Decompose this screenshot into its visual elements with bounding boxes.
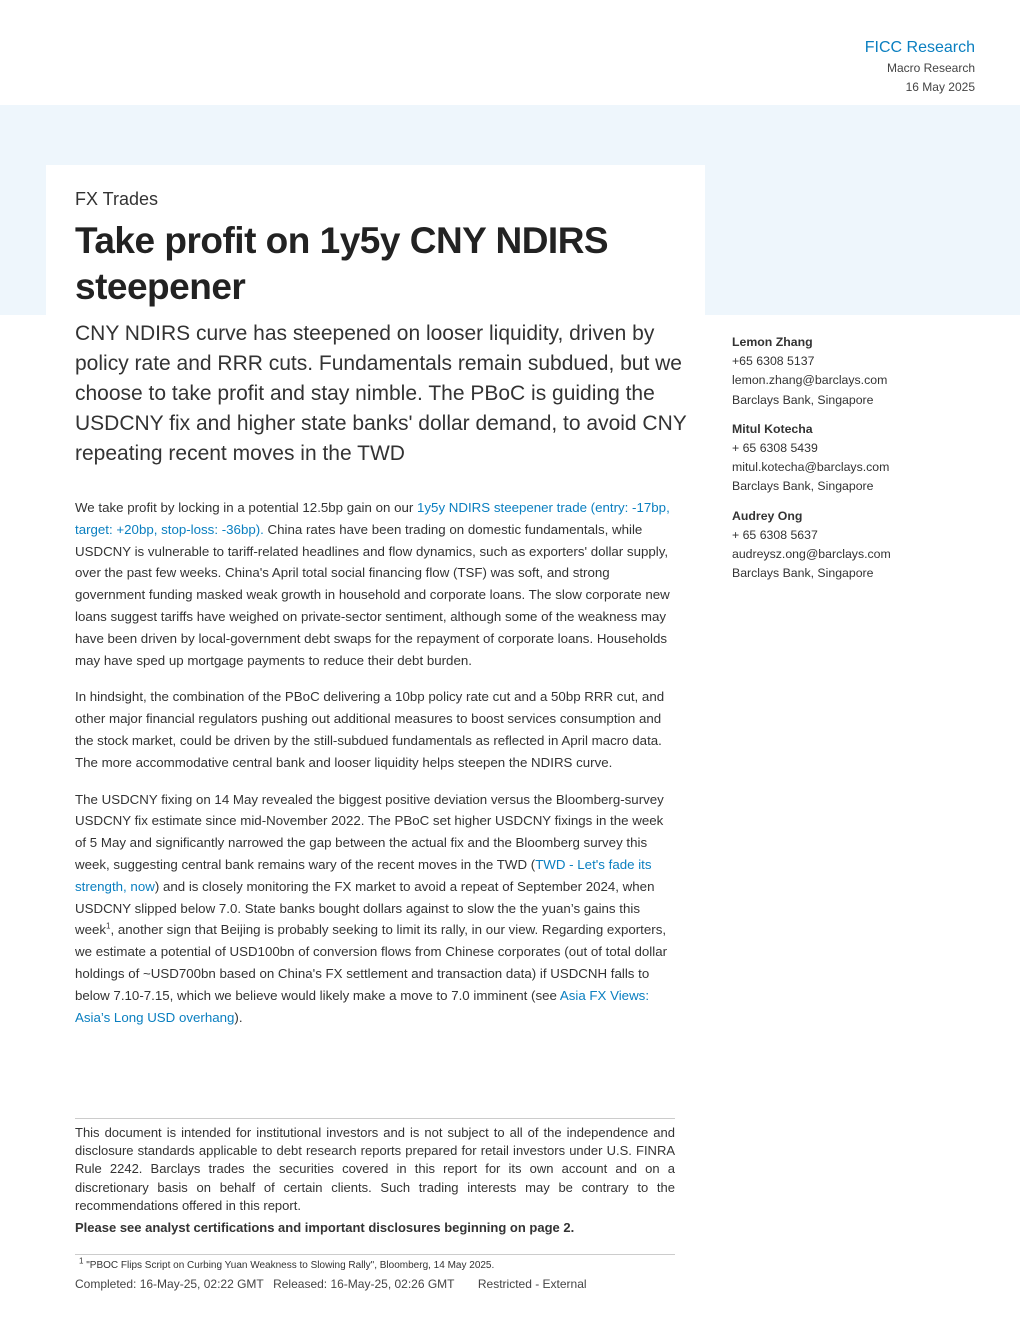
analyst-email[interactable]: lemon.zhang@barclays.com	[732, 373, 888, 388]
section-label: Macro Research	[886, 61, 975, 75]
paragraph-1: We take profit by locking in a potential 12.5bp gain on our 1y5y NDIRS steepener trade (entry: -17bp, target: +20bp, stop-loss: -36bp). China rates have been trading on domestic fundamentals, while USDCNY is vulnerable to tariff-related headlines and flow dynamics, such as exporters' dollar supply, over the past few weeks. China's April total social financing flow (TSF) was soft, and strong government funding masked weak growth in household and corporate loans. The slow corporate new loans suggest tariffs have weighed on private-sector sentiment, although some of the weakness may have been driven by local-government debt swaps for the repayment of corporate loans. Households may have sped up mortgage payments to reduce their debt burden.	[75, 500, 670, 668]
analyst-name: Mitul Kotecha	[732, 421, 813, 436]
completed-timestamp: Completed: 16-May-25, 02:22 GMT	[75, 1277, 264, 1291]
paragraph-3: The USDCNY fixing on 14 May revealed the biggest positive deviation versus the Bloomberg-survey USDCNY fix estimate since mid-November 2022. The PBoC set higher USDCNY fixings in the week of 5 May and significantly narrowed the gap between the actual fix and the Bloomberg survey this week, suggesting central bank remains wary of the recent moves in the TWD (TWD - Let's fade its strength, now) and is closely monitoring the FX market to avoid a repeat of September 2024, when USDCNY slipped below 7.0. State banks bought dollars against to slow the the yuan’s gains this week$^1$, another sign that Beijing is probably seeking to limit its rally, in our view. Regarding exporters, we estimate a potential of USD100bn of conversion flows from Chinese corporates (out of total dollar holdings of ~USD700bn based on China's FX settlement and transaction data) if USDCNH falls to below 7.10-7.15, which we believe would likely make a move to 7.0 imminent (see Asia FX Views: Asia’s Long USD overhang).	[75, 791, 668, 1025]
analyst-name: Lemon Zhang	[732, 335, 813, 349]
report-header	[865, 37, 975, 97]
disclaimer-text: This document is intended for institutional investors and is not subject to all of the independence and disclosure standards applicable to debt research reports prepared for retail investors under U.S. FINRA Rule 2242. Barclays trades the securities covered in this report for its own account and on a discretionary basis on behalf of certain clients. Such trading interests may be contrary to the recommendations offered in this report.	[75, 1125, 675, 1213]
footer	[75, 1276, 675, 1292]
category-kicker: FX Trades	[75, 189, 159, 209]
footnote-marker[interactable]: 1	[106, 921, 111, 931]
analyst-email[interactable]: mitul.kotecha@barclays.com	[732, 460, 890, 475]
classification-label: Restricted - External	[477, 1277, 587, 1291]
page-title: Take profit on 1y5y CNY NDIRS steepener	[75, 220, 609, 307]
analyst-org: Barclays Bank, Singapore	[732, 479, 874, 494]
trade-link[interactable]: 1y5y NDIRS steepener trade (entry: -17bp, target: +20bp, stop-loss: -36bp).	[75, 500, 670, 537]
disclosures-notice: Please see analyst certifications and important disclosures beginning on page 2.	[75, 1220, 575, 1236]
lead-summary: CNY NDIRS curve has steepened on looser liquidity, driven by policy rate and RRR cuts. Fundamentals remain subdued, but we choose to take profit and stay nimble. The PBoC is guiding the USDCNY fix and higher state banks' dollar demand, to avoid CNY repeating recent moves in the TWD	[75, 322, 687, 465]
analyst-phone: + 65 6308 5637	[732, 527, 818, 542]
analyst-org: Barclays Bank, Singapore	[732, 566, 874, 581]
analyst-list	[732, 333, 972, 593]
disclaimer	[75, 1118, 675, 1237]
twd-report-link[interactable]: TWD - Let's fade its strength, now	[75, 856, 652, 894]
analyst-email[interactable]: audreysz.ong@barclays.com	[732, 547, 891, 562]
analyst-card	[732, 333, 972, 410]
analyst-card	[732, 507, 972, 584]
analyst-phone: +65 6308 5137	[732, 354, 815, 369]
footnote	[75, 1254, 675, 1273]
report-date: 16 May 2025	[905, 80, 975, 94]
asia-fx-link[interactable]: Asia FX Views: Asia’s Long USD overhang	[75, 987, 650, 1025]
paragraph-2: In hindsight, the combination of the PBoC delivering a 10bp policy rate cut and a 50bp RRR cut, and other major financial regulators pushing out additional measures to boost services consumption and the stock market, could be driven by the still-subdued fundamentals as reflected in April macro data. The more accommodative central bank and looser liquidity helps steepen the NDIRS curve.	[75, 689, 665, 770]
released-timestamp: Released: 16-May-25, 02:26 GMT	[273, 1277, 455, 1291]
footnote-number: 1	[79, 1256, 84, 1266]
analyst-phone: + 65 6308 5439	[732, 441, 818, 456]
analyst-card	[732, 420, 972, 497]
analyst-name: Audrey Ong	[732, 508, 803, 523]
analyst-org: Barclays Bank, Singapore	[732, 392, 874, 407]
article-body	[75, 497, 675, 1043]
brand-label: FICC Research	[864, 39, 975, 56]
footnote-text: "PBOC Flips Script on Curbing Yuan Weakness to Slowing Rally", Bloomberg, 14 May 2025.	[86, 1260, 495, 1271]
